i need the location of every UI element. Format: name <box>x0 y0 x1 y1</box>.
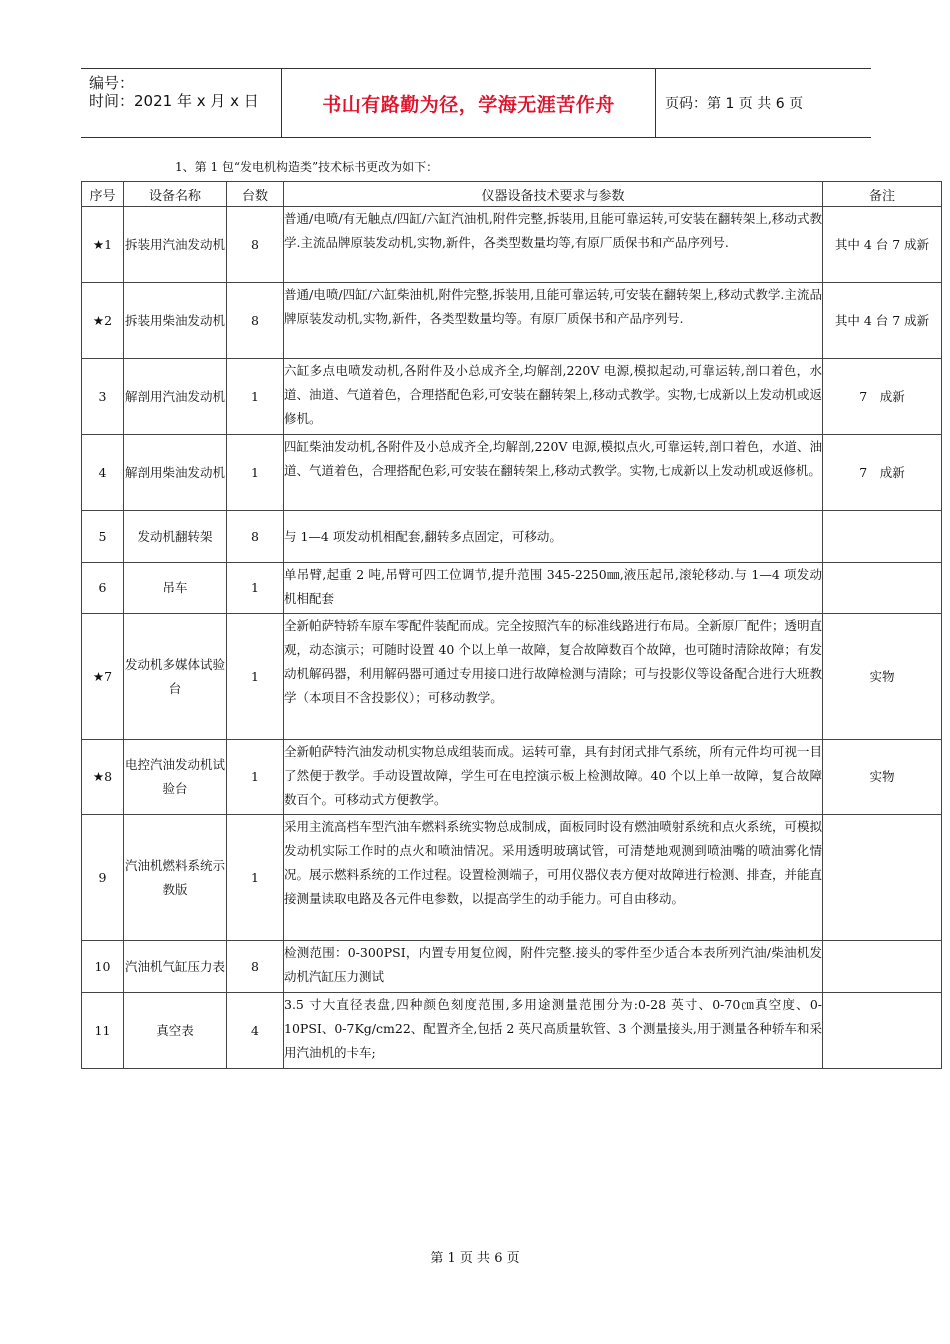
cell-name: 汽油机燃料系统示教版 <box>124 815 227 941</box>
header-cell-requirements: 仪器设备技术要求与参数 <box>284 182 823 207</box>
header-cell-qty: 台数 <box>227 182 284 207</box>
cell-name: 真空表 <box>124 993 227 1069</box>
cell-requirements: 普通/电喷/有无触点/四缸/六缸汽油机,附件完整,拆装用,且能可靠运转,可安装在翻转架上,移动式教学.主流品牌原装发动机,实物,新件，各类型数量均等,有原厂质保书和产品序列号. <box>284 207 823 283</box>
cell-qty: 1 <box>227 815 284 941</box>
cell-name: 汽油机气缸压力表 <box>124 941 227 993</box>
cell-qty: 1 <box>227 563 284 614</box>
header-cell-note: 备注 <box>823 182 942 207</box>
header-meta <box>81 69 281 137</box>
cell-no: ★8 <box>82 740 124 815</box>
cell-requirements: 检测范围：0-300PSI，内置专用复位阀，附件完整.接头的零件至少适合本表所列汽油/柴油机发动机汽缸压力测试 <box>284 941 823 993</box>
cell-note <box>823 941 942 993</box>
cell-qty: 8 <box>227 207 284 283</box>
cell-qty: 1 <box>227 359 284 435</box>
cell-no: 10 <box>82 941 124 993</box>
cell-no: 4 <box>82 435 124 511</box>
section-intro: 1、第 1 包“发电机构造类”技术标书更改为如下： <box>175 160 439 174</box>
cell-note: 实物 <box>823 614 942 740</box>
cell-name: 电控汽油发动机试验台 <box>124 740 227 815</box>
cell-requirements: 3.5 寸大直径表盘,四种颜色刻度范围,多用途测量范围分为:0-28 英寸、0-70㎝真空度、0-10PSI、0-7Kg/cm22、配置齐全,包括 2 英尺高质量软管、3 个测量接头,用于测量各种轿车和采用汽油机的卡车; <box>284 993 823 1069</box>
cell-requirements: 与 1—4 项发动机相配套,翻转多点固定，可移动。 <box>284 511 823 563</box>
document-number-label: 编号： <box>89 74 135 92</box>
cell-name: 发动机多媒体试验台 <box>124 614 227 740</box>
table-row <box>82 207 942 283</box>
cell-name: 吊车 <box>124 563 227 614</box>
cell-no: 3 <box>82 359 124 435</box>
header-cell-name: 设备名称 <box>124 182 227 207</box>
table-row <box>82 941 942 993</box>
cell-qty: 1 <box>227 614 284 740</box>
table-row <box>82 993 942 1069</box>
cell-no: 6 <box>82 563 124 614</box>
table-row <box>82 740 942 815</box>
cell-requirements: 普通/电喷/四缸/六缸柴油机,附件完整,拆装用,且能可靠运转,可安装在翻转架上,移动式教学.主流品牌原装发动机,实物,新件，各类型数量均等。有原厂质保书和产品序列号. <box>284 283 823 359</box>
table-header-row <box>82 182 942 207</box>
cell-no: 9 <box>82 815 124 941</box>
cell-requirements: 全新帕萨特汽油发动机实物总成组装而成。运转可靠，具有封闭式排气系统，所有元件均可视一目了然便于教学。手动设置故障，学生可在电控演示板上检测故障。40 个以上单一故障，复合故障数百个。可移动式方便教学。 <box>284 740 823 815</box>
table-row <box>82 283 942 359</box>
table-row <box>82 563 942 614</box>
equipment-spec-table <box>81 181 942 1069</box>
cell-note: 7 成新 <box>823 359 942 435</box>
cell-qty: 1 <box>227 435 284 511</box>
cell-requirements: 采用主流高档车型汽油车燃料系统实物总成制成，面板同时设有燃油喷射系统和点火系统，可模拟发动机实际工作时的点火和喷油情况。采用透明玻璃试管，可清楚地观测到喷油嘴的喷油雾化情况。展示燃料系统的工作过程。设置检测端子，可用仪器仪表方便对故障进行检测、排查，并能直接测量读取电路及各元件电参数，以提高学生的动手能力。可自由移动。 <box>284 815 823 941</box>
cell-note: 7 成新 <box>823 435 942 511</box>
cell-note <box>823 815 942 941</box>
cell-no: ★7 <box>82 614 124 740</box>
cell-name: 拆装用柴油发动机 <box>124 283 227 359</box>
table-row <box>82 511 942 563</box>
table-row <box>82 359 942 435</box>
cell-note <box>823 993 942 1069</box>
cell-name: 拆装用汽油发动机 <box>124 207 227 283</box>
cell-qty: 8 <box>227 511 284 563</box>
cell-requirements: 单吊臂,起重 2 吨,吊臂可四工位调节,提升范围 345-2250㎜,液压起吊,滚轮移动.与 1—4 项发动机相配套 <box>284 563 823 614</box>
cell-qty: 4 <box>227 993 284 1069</box>
table-row <box>82 435 942 511</box>
cell-qty: 8 <box>227 941 284 993</box>
table-row <box>82 815 942 941</box>
cell-note <box>823 511 942 563</box>
cell-requirements: 六缸多点电喷发动机,各附件及小总成齐全,均解剖,220V 电源,模拟起动,可靠运转,剖口着色，水道、油道、气道着色，合理搭配色彩,可安装在翻转架上,移动式教学。实物,七成新以上发动机或返修机。 <box>284 359 823 435</box>
cell-no: ★2 <box>82 283 124 359</box>
cell-name: 解剖用汽油发动机 <box>124 359 227 435</box>
header-cell-no: 序号 <box>82 182 124 207</box>
cell-no: 11 <box>82 993 124 1069</box>
cell-qty: 8 <box>227 283 284 359</box>
document-date: 时间：2021 年 x 月 x 日 <box>89 92 259 110</box>
cell-no: ★1 <box>82 207 124 283</box>
cell-note <box>823 563 942 614</box>
document-header <box>81 68 871 138</box>
cell-qty: 1 <box>227 740 284 815</box>
cell-requirements: 四缸柴油发动机,各附件及小总成齐全,均解剖,220V 电源,模拟点火,可靠运转,剖口着色，水道、油道、气道着色，合理搭配色彩,可安装在翻转架上,移动式教学。实物,七成新以上发动机或返修机。 <box>284 435 823 511</box>
cell-name: 解剖用柴油发动机 <box>124 435 227 511</box>
page-footer: 第 1 页 共 6 页 <box>430 1251 520 1266</box>
table-row <box>82 614 942 740</box>
cell-requirements: 全新帕萨特轿车原车零配件装配而成。完全按照汽车的标准线路进行布局。全新原厂配件；透明直观，动态演示；可随时设置 40 个以上单一故障，复合故障数百个故障，也可随时清除故障；有发动机解码器，利用解码器可通过专用接口进行故障检测与清除；可与投影仪等设备配合进行大班教学（本项目不含投影仪）；可移动教学。 <box>284 614 823 740</box>
cell-name: 发动机翻转架 <box>124 511 227 563</box>
cell-note: 其中 4 台 7 成新 <box>823 283 942 359</box>
cell-no: 5 <box>82 511 124 563</box>
cell-note: 其中 4 台 7 成新 <box>823 207 942 283</box>
cell-note: 实物 <box>823 740 942 815</box>
header-page-info: 页码：第 1 页 共 6 页 <box>665 96 804 112</box>
header-motto: 书山有路勤为径，学海无涯苦作舟 <box>281 69 656 137</box>
